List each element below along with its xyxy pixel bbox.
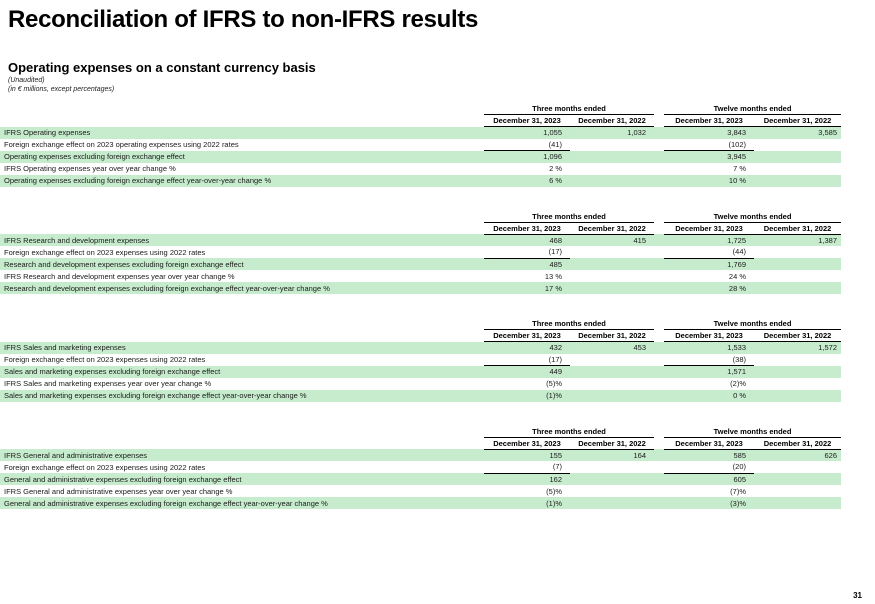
three-months-group-header: Three months ended [484, 103, 654, 115]
table-row [0, 497, 841, 509]
value-cell: (17) [484, 354, 570, 366]
expense-table-1 [0, 211, 841, 295]
value-cell: 1,032 [570, 127, 654, 139]
col-header-q-2022: December 31, 2022 [570, 115, 654, 127]
value-cell [754, 485, 841, 497]
expense-table-0 [0, 103, 841, 187]
row-label: Research and development expenses excluding foreign exchange effect year-over-year change % [0, 282, 484, 294]
table-row [0, 234, 841, 246]
row-label: Sales and marketing expenses excluding foreign exchange effect [0, 366, 484, 378]
value-cell: 162 [484, 473, 570, 485]
value-cell [570, 354, 654, 366]
note-units: (in € millions, except percentages) [8, 85, 115, 93]
value-cell: (17) [484, 246, 570, 258]
twelve-months-group-header: Twelve months ended [664, 211, 841, 223]
value-cell: (1)% [484, 390, 570, 402]
value-cell: 13 % [544, 271, 562, 281]
col-header-y-2022: December 31, 2022 [754, 222, 841, 234]
value-cell [754, 366, 841, 378]
value-cell [754, 354, 841, 366]
value-cell: 3,843 [664, 127, 754, 139]
value-cell: 453 [570, 342, 654, 354]
value-cell: (3)% [664, 497, 754, 509]
col-header-y-2023: December 31, 2023 [664, 222, 754, 234]
period-group-header-row [0, 103, 841, 115]
value-cell [754, 163, 841, 175]
value-cell: 415 [570, 234, 654, 246]
value-cell [570, 175, 654, 187]
expense-table-2 [0, 318, 841, 402]
value-cell [754, 175, 841, 187]
value-cell: 605 [664, 473, 754, 485]
value-cell: 485 [484, 258, 570, 270]
row-label: IFRS Operating expenses [0, 127, 484, 139]
col-header-q-2022: December 31, 2022 [570, 330, 654, 342]
col-header-y-2022: December 31, 2022 [754, 330, 841, 342]
period-group-header-row [0, 318, 841, 330]
row-label: Research and development expenses excluding foreign exchange effect [0, 258, 484, 270]
three-months-group-header: Three months ended [484, 318, 654, 330]
twelve-months-group-header: Twelve months ended [664, 103, 841, 115]
value-cell: 468 [484, 234, 570, 246]
value-cell [570, 258, 654, 270]
value-cell: (44) [664, 246, 754, 258]
value-cell: (7) [484, 461, 570, 473]
value-cell: 1,769 [664, 258, 754, 270]
row-label: General and administrative expenses excluding foreign exchange effect [0, 473, 484, 485]
value-cell: 17 % [484, 282, 570, 294]
row-label: Foreign exchange effect on 2023 expenses using 2022 rates [4, 247, 206, 257]
row-label: IFRS Sales and marketing expenses year over year change % [4, 379, 212, 388]
value-cell [754, 151, 841, 163]
row-label: General and administrative expenses excluding foreign exchange effect year-over-year change % [0, 497, 484, 509]
col-header-y-2023: December 31, 2023 [664, 330, 754, 342]
value-cell: 10 % [664, 175, 754, 187]
value-cell: 1,571 [664, 366, 754, 378]
value-cell [570, 390, 654, 402]
date-header-row [0, 222, 841, 234]
twelve-months-group-header: Twelve months ended [664, 426, 841, 438]
value-cell: 28 % [664, 282, 754, 294]
table-row [0, 485, 841, 497]
row-label: IFRS Research and development expenses year over year change % [4, 271, 235, 281]
value-cell [754, 258, 841, 270]
value-cell: 164 [570, 449, 654, 461]
table-row [0, 139, 841, 151]
date-header-row [0, 115, 841, 127]
note-unaudited: (Unaudited) [8, 77, 45, 84]
row-label: IFRS Research and development expenses [0, 234, 484, 246]
value-cell: 155 [484, 449, 570, 461]
table-row [0, 163, 841, 175]
row-label: IFRS Operating expenses year over year change % [4, 164, 176, 173]
value-cell: 432 [484, 342, 570, 354]
value-cell: 3,945 [664, 151, 754, 163]
row-label: Foreign exchange effect on 2023 operating expenses using 2022 rates [4, 140, 239, 149]
value-cell [570, 139, 654, 151]
value-cell [570, 485, 654, 497]
value-cell [570, 282, 654, 294]
twelve-months-group-header: Twelve months ended [664, 318, 841, 330]
value-cell [754, 139, 841, 151]
value-cell [570, 366, 654, 378]
tables-container [0, 103, 875, 509]
row-label: IFRS General and administrative expenses year over year change % [4, 486, 233, 496]
value-cell: (5)% [546, 486, 562, 496]
table-row [0, 366, 841, 378]
row-label: Foreign exchange effect on 2023 expenses using 2022 rates [4, 355, 206, 364]
value-cell [570, 163, 654, 175]
value-cell [570, 246, 654, 258]
table-row [0, 390, 841, 402]
value-cell [754, 473, 841, 485]
col-header-y-2023: December 31, 2023 [664, 437, 754, 449]
col-header-q-2023: December 31, 2023 [484, 330, 570, 342]
page-number: 31 [853, 591, 862, 600]
value-cell: (20) [664, 461, 754, 473]
value-cell [754, 270, 841, 282]
table-row [0, 449, 841, 461]
table-row [0, 258, 841, 270]
col-header-q-2023: December 31, 2023 [484, 222, 570, 234]
table-row [0, 354, 841, 366]
value-cell [570, 473, 654, 485]
value-cell [570, 270, 654, 282]
value-cell: 3,585 [754, 127, 841, 139]
col-header-y-2022: December 31, 2022 [754, 437, 841, 449]
value-cell [754, 246, 841, 258]
value-cell: 1,387 [754, 234, 841, 246]
value-cell: 1,096 [484, 151, 570, 163]
value-cell: 2 % [549, 164, 562, 173]
three-months-group-header: Three months ended [484, 211, 654, 223]
col-header-q-2022: December 31, 2022 [570, 437, 654, 449]
table-row [0, 151, 841, 163]
col-header-q-2023: December 31, 2023 [484, 437, 570, 449]
value-cell: 449 [484, 366, 570, 378]
table-row [0, 270, 841, 282]
col-header-y-2022: December 31, 2022 [754, 115, 841, 127]
date-header-row [0, 330, 841, 342]
table-row [0, 378, 841, 390]
row-label: IFRS Sales and marketing expenses [0, 342, 484, 354]
row-label: Foreign exchange effect on 2023 expenses using 2022 rates [4, 462, 206, 472]
value-cell: 0 % [664, 390, 754, 402]
value-cell: 1,055 [484, 127, 570, 139]
row-label: Sales and marketing expenses excluding foreign exchange effect year-over-year change % [0, 390, 484, 402]
value-cell: (38) [664, 354, 754, 366]
expense-table-3 [0, 426, 841, 510]
row-label: IFRS General and administrative expenses [0, 449, 484, 461]
col-header-q-2023: December 31, 2023 [484, 115, 570, 127]
value-cell: (5)% [546, 379, 562, 388]
period-group-header-row [0, 211, 841, 223]
value-cell: 6 % [484, 175, 570, 187]
page-title: Reconciliation of IFRS to non-IFRS results [8, 6, 479, 33]
table-row [0, 342, 841, 354]
col-header-q-2022: December 31, 2022 [570, 222, 654, 234]
value-cell: 24 % [728, 271, 747, 281]
value-cell [754, 282, 841, 294]
value-cell: (2)% [730, 379, 747, 388]
value-cell: 1,725 [664, 234, 754, 246]
value-cell: 585 [664, 449, 754, 461]
section-title: Operating expenses on a constant currency basis [8, 60, 316, 75]
three-months-group-header: Three months ended [484, 426, 654, 438]
value-cell: (1)% [484, 497, 570, 509]
value-cell [570, 461, 654, 473]
value-cell: (7)% [730, 486, 747, 496]
table-row [0, 175, 841, 187]
value-cell: 7 % [733, 164, 747, 173]
table-row [0, 127, 841, 139]
table-row [0, 282, 841, 294]
table-row [0, 461, 841, 473]
value-cell [570, 378, 654, 390]
period-group-header-row [0, 426, 841, 438]
value-cell [754, 378, 841, 390]
value-cell [570, 151, 654, 163]
value-cell [754, 497, 841, 509]
value-cell: (102) [664, 139, 754, 151]
table-row [0, 473, 841, 485]
value-cell: 1,572 [754, 342, 841, 354]
table-row [0, 246, 841, 258]
row-label: Operating expenses excluding foreign exchange effect [0, 151, 484, 163]
value-cell: (41) [484, 139, 570, 151]
value-cell: 1,533 [664, 342, 754, 354]
col-header-y-2023: December 31, 2023 [664, 115, 754, 127]
value-cell [754, 390, 841, 402]
value-cell [754, 461, 841, 473]
date-header-row [0, 437, 841, 449]
row-label: Operating expenses excluding foreign exchange effect year-over-year change % [0, 175, 484, 187]
value-cell: 626 [754, 449, 841, 461]
value-cell [570, 497, 654, 509]
